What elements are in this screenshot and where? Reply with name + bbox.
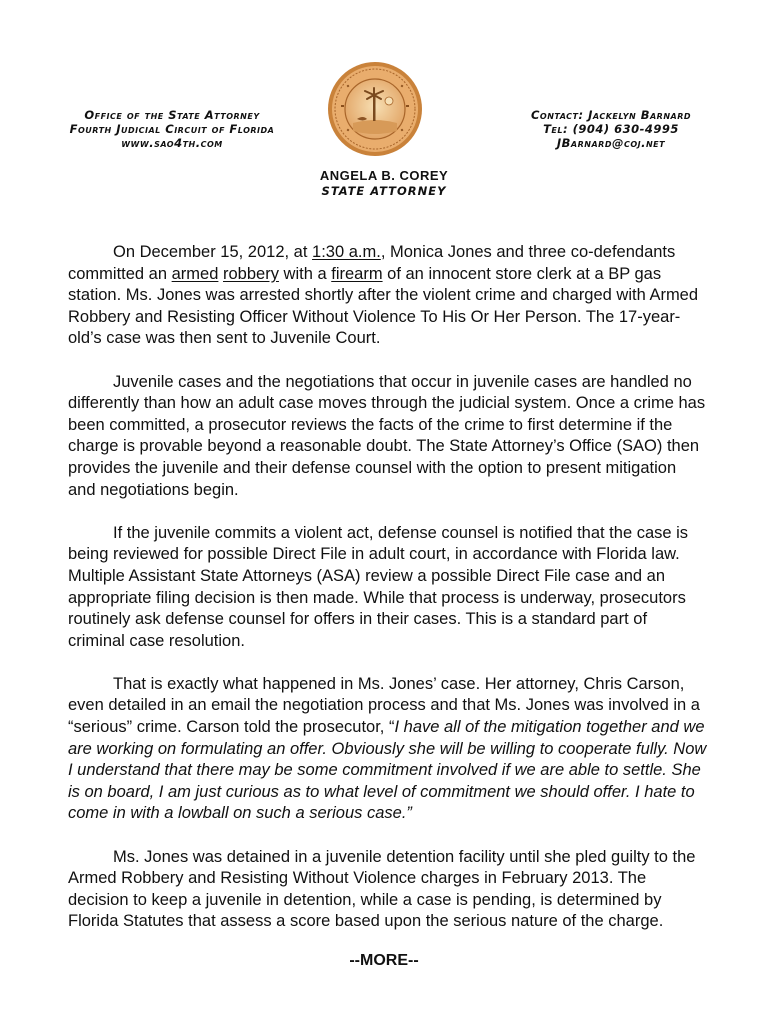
contact-block <box>500 108 722 150</box>
website-link[interactable]: www.sao4th.com <box>121 136 223 150</box>
email-quote: I have all of the mitigation together and we are working on formulating an offer. Obviously she will be willing to cooperate fully. Now I understand that there may be some commitment involved if we are able to settle. She is on board, I am just curious as to what level of commitment we should offer. I hate to come in with a lowball on such a serious case.” <box>68 718 707 823</box>
circuit-name: Fourth Judicial Circuit of Florida <box>69 122 275 136</box>
state-seal-icon <box>327 61 423 157</box>
paragraph-2: Juvenile cases and the negotiations that occur in juvenile cases are handled no differently than how an adult case moves through the judicial system. Once a crime has been committed, a prosecutor reviews the facts of the crime to first determine if the charge is provable beyond a reasonable doubt. The State Attorney’s Office (SAO) then provides the juvenile and their defense counsel with the option to present mitigation and negotiations begin. <box>68 372 706 499</box>
firearm-link[interactable]: firearm <box>331 264 383 283</box>
armed-link[interactable]: armed <box>171 264 219 283</box>
paragraph-4: That is exactly what happened in Ms. Jones’ case. Her attorney, Chris Carson, even detailed in an email the negotiation process and that Ms. Jones was involved in a “serious” crime. Carson told the prosecutor, “I have all of the mitigation together and we are working on formulating an offer. Obviously she will be willing to cooperate fully. Now I understand that there may be some commitment involved if we are able to settle. She is on board, I am just curious as to what level of commitment we should offer. I hate to come in with a lowball on such a serious case.” <box>68 674 707 823</box>
contact-email[interactable]: JBarnard@coj.net <box>556 136 666 150</box>
office-name: Office of the State Attorney <box>84 108 260 122</box>
time-link[interactable]: 1:30 a.m. <box>312 243 381 261</box>
paragraph-1: On December 15, 2012, at 1:30 a.m., Monica Jones and three co-defendants committed an armed robbery with a firearm of an innocent store clerk at a BP gas station. Ms. Jones was arrested shortly after the violent crime and charged with Armed Robbery and Resisting Officer Without Violence To His Or Her Person. The 17-year-old’s case was then sent to Juvenile Court. <box>68 243 699 348</box>
press-release-body <box>68 242 708 933</box>
contact-name: Contact: Jackelyn Barnard <box>530 108 692 122</box>
contact-phone: Tel: (904) 630-4995 <box>543 122 679 136</box>
attorney-title: STATE ATTORNEY <box>321 184 447 198</box>
attorney-name: ANGELA B. COREY <box>319 168 449 183</box>
paragraph-3: If the juvenile commits a violent act, defense counsel is notified that the case is being reviewed for possible Direct File in adult court, in accordance with Florida law. Multiple Assistant State Attorneys (ASA) review a possible Direct File case and an appropriate filing decision is then made. While that process is underway, prosecutors routinely ask defense counsel for offers in their cases. This is a standard part of criminal case resolution. <box>68 523 689 650</box>
office-block <box>44 108 300 150</box>
paragraph-5: Ms. Jones was detained in a juvenile detention facility until she pled guilty to the Armed Robbery and Resisting Without Violence charges in February 2013. The decision to keep a juvenile in detention, while a case is pending, is determined by Florida Statutes that assess a score based upon the serious nature of the charge. <box>68 847 696 931</box>
more-indicator: --MORE-- <box>349 952 419 969</box>
robbery-link[interactable]: robbery <box>223 264 279 283</box>
